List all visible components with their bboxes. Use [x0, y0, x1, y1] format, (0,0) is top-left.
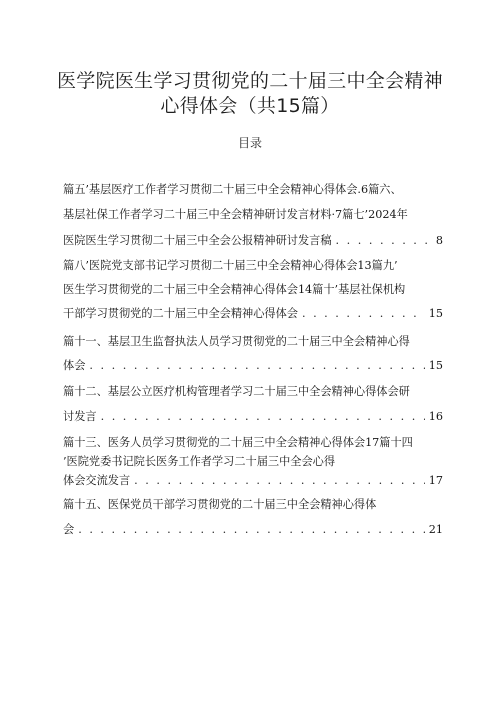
toc-page-number: 16 [428, 410, 443, 423]
toc-page-number: 21 [428, 523, 443, 536]
toc-entry-text: 会 [63, 523, 75, 536]
toc-leader-dots [101, 408, 425, 426]
toc-line-5: 医生学习贯彻党的二十届三中全会精神心得体会14篇十’基层社保机构 [63, 283, 406, 296]
toc-line-1: 篇五’基层医疗工作者学习贯彻二十届三中全会精神心得体会.6篇六、 [63, 183, 402, 196]
toc-page-number: 8 [435, 234, 443, 247]
toc-entry-with-page [63, 357, 443, 375]
toc-page-number: 15 [428, 307, 443, 320]
toc-leader-dots [336, 232, 432, 250]
toc-line-7: 篇十一、基层卫生监督执法人员学习贯彻党的二十届三中全会精神心得 [63, 335, 410, 348]
toc-entry-text: 干部学习贯彻党的二十届三中全会精神心得体会 [63, 307, 298, 320]
toc-entry-text: 体会交流发言 [63, 474, 131, 487]
document-title-line-2: 心得体会（共15篇） [160, 95, 340, 117]
toc-heading: 目录 [237, 136, 262, 150]
toc-page-number: 15 [428, 359, 443, 372]
toc-leader-dots [302, 305, 425, 323]
toc-page-number: 17 [428, 474, 443, 487]
toc-entry-with-page [63, 408, 443, 426]
toc-line-9: 篇十二、基层公立医疗机构管理者学习二十届三中全会精神心得体会研 [63, 385, 410, 398]
toc-entry-with-page [63, 305, 443, 323]
toc-leader-dots [134, 472, 425, 490]
document-title-line-1: 医学院医生学习贯彻党的二十届三中全会精神 [56, 70, 443, 92]
toc-line-2: 基层社保工作者学习二十届三中全会精神研讨发言材料·7篇七’2024年 [63, 208, 408, 221]
toc-entry-text: 讨发言 [63, 410, 97, 423]
toc-leader-dots [89, 357, 424, 375]
toc-entry-with-page [63, 521, 443, 539]
toc-line-11: 篇十三、医务人员学习贯彻党的二十届三中全会精神心得体会17篇十四 [63, 436, 413, 449]
toc-entry-with-page [63, 232, 443, 250]
toc-line-12: ’医院党委书记院长医务工作者学习二十届三中全会心得 [63, 455, 336, 468]
toc-entry-text: 体会 [63, 359, 86, 372]
toc-leader-dots [78, 521, 425, 539]
toc-entry-text: 医院医生学习贯彻二十届三中全会公报精神研讨发言稿 [63, 234, 332, 247]
toc-line-4: 篇八’医院党支部书记学习贯彻二十届三中全会精神心得体会13篇九’ [63, 259, 398, 272]
toc-line-14: 篇十五、医保党员干部学习贯彻党的二十届三中全会精神心得体 [63, 498, 377, 511]
toc-entry-with-page [63, 472, 443, 490]
